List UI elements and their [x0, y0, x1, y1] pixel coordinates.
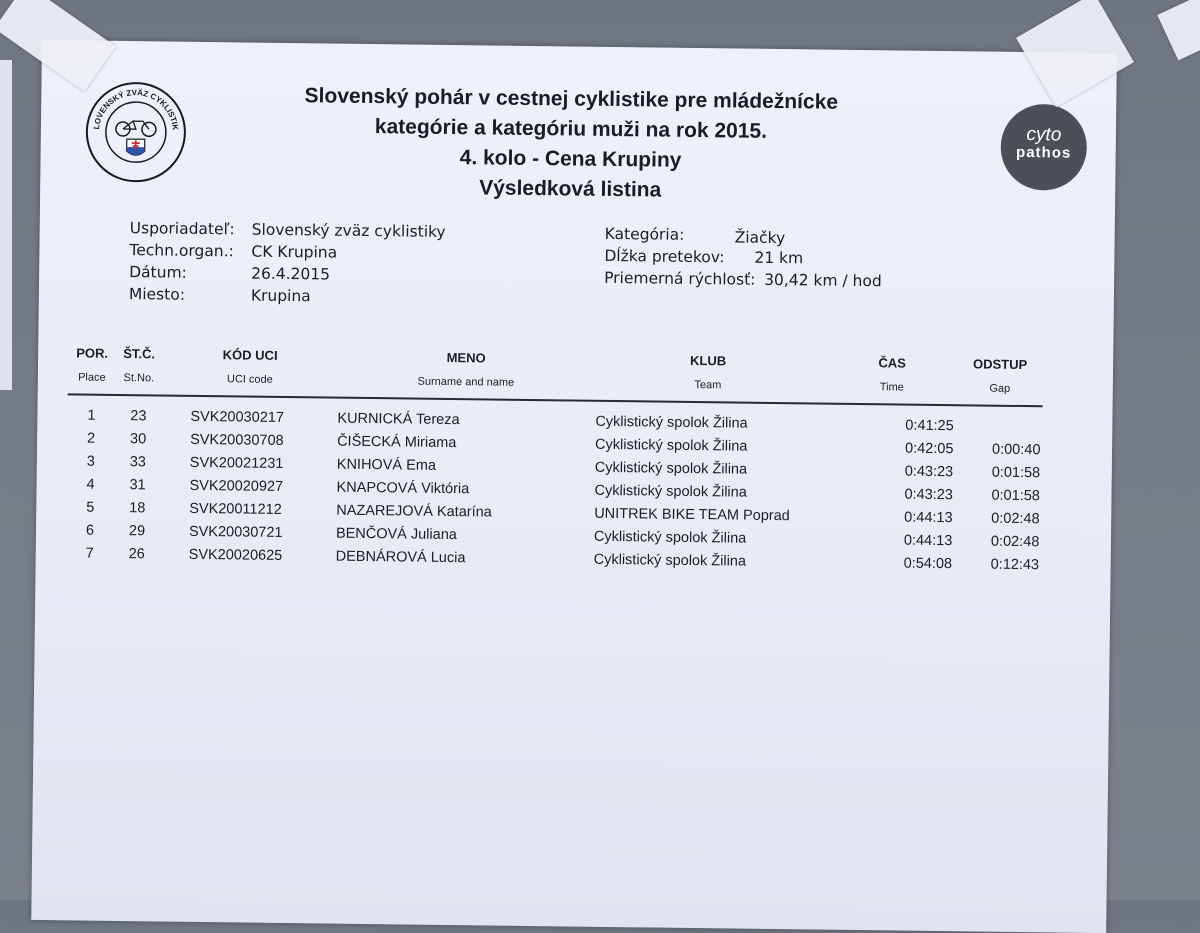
results-table-body: [66, 407, 1043, 580]
cell-stno: 30: [129, 431, 147, 448]
cell-place: 7: [85, 545, 94, 562]
cell-team: Cyklistický spolok Žilina: [593, 551, 747, 570]
date-label: Dátum:: [129, 263, 187, 282]
svg-text:SLOVENSKÝ ZVÄZ CYKLISTIKY: [84, 81, 180, 132]
date-value: 26.4.2015: [251, 264, 331, 284]
cell-uci: SVK20030708: [190, 431, 284, 449]
cell-uci: SVK20020625: [188, 546, 283, 564]
results-sheet: [31, 40, 1117, 933]
sponsor-line1: cyto: [1026, 124, 1062, 146]
cell-uci: SVK20020927: [189, 477, 284, 495]
header-gap: ODSTUP: [972, 356, 1028, 373]
cell-time: 0:43:23: [904, 486, 953, 504]
cell-stno: 18: [129, 500, 146, 517]
cell-gap: 0:01:58: [991, 464, 1041, 482]
cell-time: 0:41:25: [905, 417, 954, 435]
cell-stno: 33: [129, 454, 147, 471]
header-name-sub: Surname and name: [417, 375, 515, 389]
cell-time: 0:42:05: [904, 440, 954, 458]
header-place-sub: Place: [78, 371, 106, 384]
cell-place: 6: [85, 522, 95, 539]
cell-time: 0:44:13: [903, 532, 953, 550]
location-label: Miesto:: [128, 285, 186, 304]
cell-team: Cyklistický spolok Žilina: [594, 436, 748, 455]
document-title: [220, 80, 921, 209]
category-label: Kategória:: [604, 224, 685, 244]
header-stno-sub: St.No.: [123, 372, 155, 385]
cell-name: DEBNÁROVÁ Lucia: [335, 548, 466, 567]
header-uci-sub: UCI code: [226, 373, 273, 386]
tape-strip-corner: [1157, 0, 1200, 60]
cell-stno: 31: [129, 477, 146, 494]
distance-label: Dĺžka pretekov:: [604, 246, 725, 267]
organizer-value: Slovenský zväz cyklistiky: [251, 220, 446, 241]
location-value: Krupina: [250, 286, 311, 306]
logo-text: SLOVENSKÝ ZVÄZ CYKLISTIKY: [91, 88, 180, 131]
cell-team: Cyklistický spolok Žilina: [595, 413, 748, 432]
sponsor-line2: pathos: [1016, 143, 1072, 162]
cell-stno: 29: [128, 523, 146, 540]
distance-value: 21 km: [754, 248, 804, 268]
cell-place: 2: [86, 430, 96, 447]
cell-gap: 0:00:40: [991, 441, 1041, 459]
avg-speed-label: Priemerná rýchlosť:: [604, 268, 756, 289]
cell-name: BENČOVÁ Juliana: [335, 525, 457, 544]
federation-logo: [84, 81, 187, 184]
header-gap-sub: Gap: [989, 382, 1011, 395]
avg-speed-value: 30,42 km / hod: [764, 270, 882, 291]
cell-uci: SVK20030217: [190, 408, 285, 426]
cell-stno: 23: [130, 408, 147, 425]
header-team-sub: Team: [694, 378, 722, 392]
cell-uci: SVK20021231: [189, 454, 284, 472]
title-line-1: Slovenský pohár v cestnej cyklistike pre mládežnícke: [304, 84, 839, 114]
results-table-header: [68, 345, 1044, 407]
header-name: MENO: [446, 349, 486, 366]
cell-name: ČIŠECKÁ Miriama: [337, 433, 457, 452]
cell-team: Cyklistický spolok Žilina: [594, 459, 748, 478]
cell-name: KNAPCOVÁ Viktória: [336, 479, 470, 498]
title-line-2: kategórie a kategóriu muži na rok 2015.: [374, 115, 768, 143]
cell-team: Cyklistický spolok Žilina: [593, 528, 747, 547]
cell-place: 4: [86, 476, 95, 493]
cell-uci: SVK20030721: [188, 523, 283, 541]
cell-time: 0:43:23: [904, 463, 954, 481]
sponsor-logo: [1000, 104, 1087, 191]
cell-place: 3: [86, 453, 95, 470]
header-uci: KÓD UCI: [222, 347, 278, 363]
cell-time: 0:54:08: [903, 555, 953, 573]
category-value: Žiačky: [734, 228, 786, 248]
header-time-sub: Time: [879, 381, 904, 394]
cell-place: 1: [87, 407, 96, 424]
cell-name: KURNICKÁ Tereza: [337, 410, 460, 429]
cell-team: Cyklistický spolok Žilina: [594, 482, 747, 501]
header-stno: ŠT.Č.: [123, 346, 156, 362]
cell-gap: 0:02:48: [990, 533, 1040, 551]
adjacent-paper-edge: [0, 60, 12, 390]
cell-name: NAZAREJOVÁ Katarína: [336, 502, 492, 521]
cell-gap: 0:12:43: [990, 556, 1040, 574]
cell-gap: 0:02:48: [991, 510, 1040, 528]
header-team: KLUB: [689, 352, 727, 369]
cell-team: UNITREK BIKE TEAM Poprad: [594, 505, 790, 525]
cell-uci: SVK20011212: [189, 500, 282, 518]
header-place: POR.: [76, 345, 109, 361]
title-line-4: Výsledková listina: [479, 176, 662, 202]
cell-stno: 26: [128, 546, 145, 563]
title-line-3: 4. kolo - Cena Krupiny: [459, 146, 682, 172]
cell-name: KNIHOVÁ Ema: [336, 456, 437, 474]
cell-gap: 0:01:58: [991, 487, 1040, 505]
tech-organizer-label: Techn.organ.:: [129, 241, 234, 261]
header-time: ČAS: [878, 355, 906, 371]
tech-organizer-value: CK Krupina: [251, 242, 338, 262]
cell-place: 5: [86, 499, 95, 516]
organizer-label: Usporiadateľ:: [129, 219, 235, 239]
cell-time: 0:44:13: [904, 509, 953, 527]
